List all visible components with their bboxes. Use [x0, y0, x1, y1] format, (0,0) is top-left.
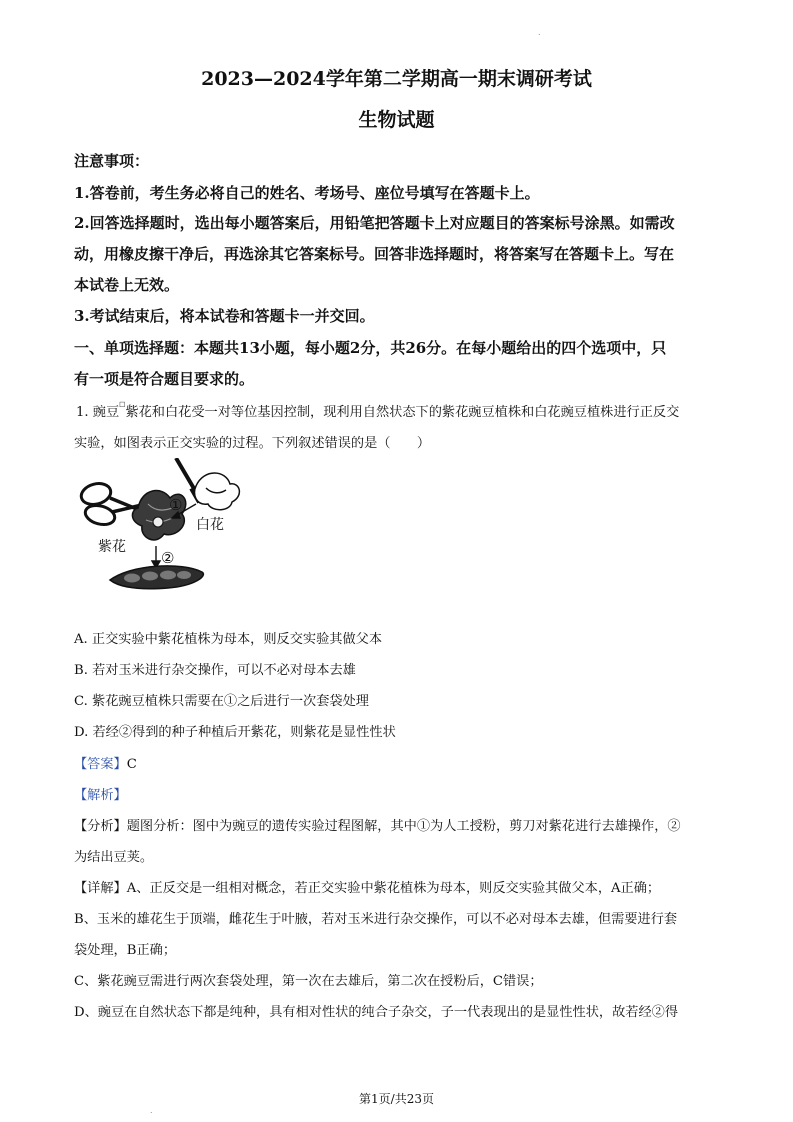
purple-flower-label: 紫花 [98, 539, 126, 555]
pea-cross-illustration [72, 458, 252, 598]
fruit-arrow-icon [152, 546, 160, 568]
notice-heading: 注意事项： [74, 152, 150, 170]
answer-tag: 【答案】 [74, 757, 127, 772]
footer-mark: . [150, 1106, 153, 1115]
detail-line-1: 【详解】A、正反交是一组相对概念，若正交实验中紫花植株为母本，则反交实验其做父本，A正确； [74, 881, 661, 896]
page-number: 第1页/共23页 [359, 1092, 434, 1106]
question-1-number: 1. 豌豆 [76, 405, 120, 420]
white-flower-label: 白花 [196, 517, 224, 533]
option-a: A. 正交实验中紫花植株为母本，则反交实验其做父本 [74, 632, 383, 647]
subject-title: 生物试题 [358, 109, 435, 131]
notice-item-3: 3.考试结束后，将本试卷和答题卡一并交回。 [74, 307, 375, 325]
detail-line-2: B、玉米的雄花生于顶端，雌花生于叶腋，若对玉米进行杂交操作，可以不必对母本去雄，但需要进行套 [74, 912, 678, 927]
detail-line-4: C、紫花豌豆需进行两次套袋处理，第一次在去雄后，第二次在授粉后，C错误； [74, 974, 543, 989]
superscript-mark: ☐ [119, 401, 126, 409]
option-b: B. 若对玉米进行杂交操作，可以不必对母本去雄 [74, 663, 356, 678]
analysis-line-1: 【分析】题图分析：图中为豌豆的遗传实验过程图解，其中①为人工授粉，剪刀对紫花进行去雄操作，② [74, 819, 681, 834]
detail-line-3: 袋处理，B正确； [74, 943, 177, 958]
pea-cross-figure [72, 458, 252, 598]
question-1-stem-rest: 紫花和白花受一对等位基因控制，现利用自然状态下的紫花豌豆植株和白花豌豆植株进行正反交 [125, 405, 680, 420]
detail-line-5: D、豌豆在自然状态下都是纯种，具有相对性状的纯合子杂交，子一代表现出的是显性性状，故若经②得 [74, 1005, 679, 1020]
white-flower-icon [195, 473, 240, 510]
question-1-stem-line-1 [76, 401, 679, 420]
analysis-tag: 【解析】 [74, 788, 127, 803]
analysis-line-2: 为结出豆荚。 [74, 850, 154, 865]
section-heading-line-2: 有一项是符合题目要求的。 [74, 370, 255, 388]
top-mark: . [538, 28, 541, 37]
question-1-stem-line-2: 实验，如图表示正交实验的过程。下列叙述错误的是（ ） [74, 436, 431, 451]
notice-item-1: 1.答卷前，考生务必将自己的姓名、考场号、座位号填写在答题卡上。 [74, 184, 540, 202]
option-d: D. 若经②得到的种子种植后开紫花，则紫花是显性性状 [74, 725, 396, 740]
answer-value: C [126, 757, 137, 772]
exam-title: 2023—2024学年第二学期高一期末调研考试 [201, 68, 592, 90]
step-1-label: ① [169, 496, 183, 514]
section-heading-line-1: 一、单项选择题：本题共13小题，每小题2分，共26分。在每小题给出的四个选项中，只 [74, 339, 667, 357]
pea-pod-icon [110, 566, 203, 589]
notice-item-2-line-1: 2.回答选择题时，选出每小题答案后，用铅笔把答题卡上对应题目的答案标号涂黑。如需改 [74, 214, 675, 232]
notice-item-2-line-2: 动，用橡皮擦干净后，再选涂其它答案标号。回答非选择题时，将答案写在答题卡上。写在 [74, 245, 675, 263]
answer-line [74, 753, 137, 772]
notice-item-2-line-3: 本试卷上无效。 [74, 276, 180, 294]
option-c: C. 紫花豌豆植株只需要在①之后进行一次套袋处理 [74, 694, 369, 709]
step-2-label: ② [161, 549, 175, 567]
